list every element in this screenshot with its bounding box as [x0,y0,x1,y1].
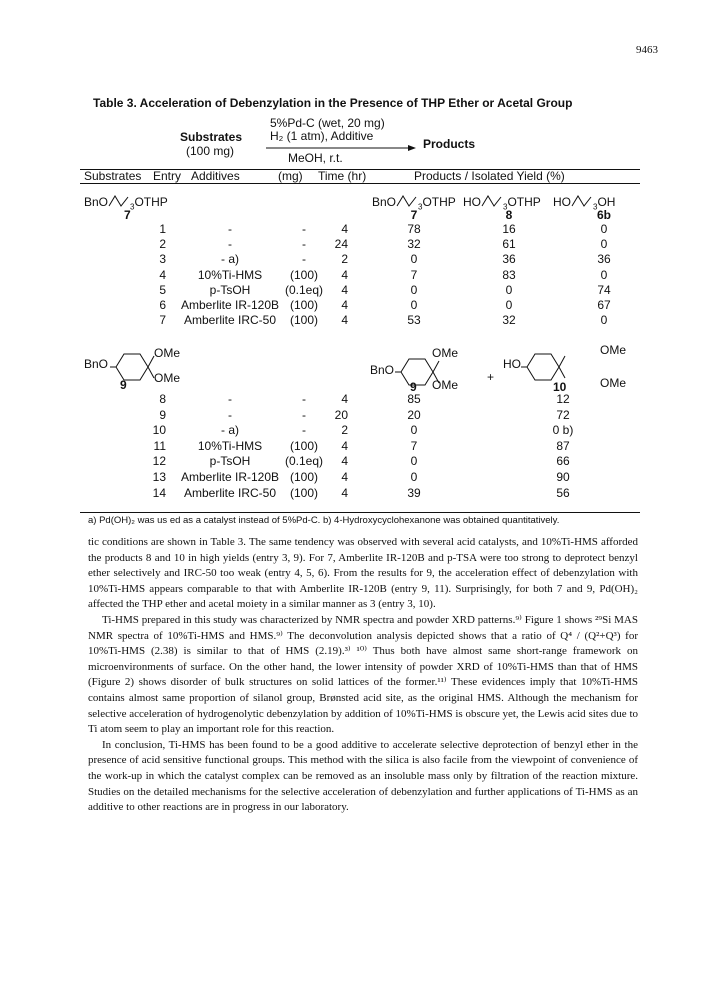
cell-yield-9: 0 [410,423,418,438]
table-footnote: a) Pd(OH)₂ was us ed as a catalyst instead of 5%Pd-C. b) 4-Hydroxycyclohexanone was obtained quantitatively. [88,515,560,526]
page-number: 9463 [636,44,658,56]
cell-yield-10: 72 [556,407,570,422]
cell-time: 4 [341,222,348,236]
cell-additive: Amberlite IRC-50 [183,485,277,500]
cell-additive: Amberlite IRC-50 [183,313,277,328]
cell-yield-7: 0 [410,252,418,267]
cell-additive: p-TsOH [209,282,251,297]
cell-yield-10: 90 [556,470,570,484]
cell-entry: 1 [159,222,166,236]
header-mg: (mg) [278,169,303,183]
cell-mg: - [302,392,306,406]
cell-yield-8: 16 [502,222,516,236]
cell-yield-6b: 0 [600,222,608,236]
scheme-solvent: MeOH, r.t. [288,151,343,165]
cell-mg: (100) [289,470,319,484]
paragraph-2: Ti-HMS prepared in this study was characterized by NMR spectra and powder XRD patterns.⁹⁾ Figure 1 shows ²⁹Si MAS NMR spectra of 10%Ti-HMS and HMS.⁹⁾ The deconvolution analysis depicted shows that a ratio of Q⁴ / (Q²+Q³) for 10%Ti-HMS (2.38) is similar to that of HMS (2.19).³⁾ ¹⁰⁾ Thus both have almost same short-range framework on microenvironments of surface. On the other hand, the lower intensity of powder XRD of 10%Ti-HMS than that of HMS (Figure 2) shows disorder of bulk structures on solid lattices of the former.¹¹⁾ These evidences imply that 10%Ti-HMS contains almost same proportion of silanol group, Brønsted acid site, as the original HMS. Although the mechanism for selective acceleration of hydrogenolytic debenzylation by addition of 10%Ti-HMS is obscure yet, the Lewis acid sites due to Ti atom seem to play an important role for this reaction. [88,613,638,736]
cell-entry: 13 [152,470,166,484]
cell-time: 4 [341,392,348,406]
chain-bond-icon [108,194,130,208]
cell-mg: (0.1eq) [284,454,324,469]
cell-time: 4 [341,485,348,500]
reaction-scheme [180,116,530,166]
cell-yield-7: 32 [407,237,421,252]
cell-time: 24 [334,237,348,252]
structure-10-ome-bottom: OMe [600,376,627,390]
cell-yield-7: 0 [410,282,418,297]
compound-9-label: 9 [120,378,127,392]
cell-yield-9: 85 [407,392,421,406]
chain-bond-icon [396,194,418,208]
structure-9-product-ome-top: OMe [432,346,459,360]
body-text [88,535,638,816]
structure-9-product-ome-bottom: OMe [432,378,459,392]
cell-mg: - [302,237,306,252]
scheme-catalyst: 5%Pd-C (wet, 20 mg) [270,116,385,130]
cell-yield-6b: 0 [600,237,608,252]
cell-additive: - a) [221,423,239,438]
cyclohexane-ring-icon [110,350,160,384]
structure-10-ho: HO [503,357,521,371]
plus-sign: + [487,370,495,384]
cell-yield-6b: 0 [600,313,608,328]
cell-additive: Amberlite IR-120B [180,298,280,312]
cell-mg: - [302,222,306,236]
cell-entry: 8 [159,392,166,406]
cell-yield-9: 0 [410,470,418,484]
cell-entry: 3 [159,252,166,267]
cell-yield-8: 36 [502,252,516,267]
cell-mg: (100) [289,267,319,282]
cell-yield-7: 0 [410,298,418,312]
cell-time: 4 [341,298,348,312]
scheme-conditions: H₂ (1 atm), Additive [270,129,374,143]
paragraph-1: tic conditions are shown in Table 3. The same tendency was observed with several acid catalysts, and 10%Ti-HMS afforded the products 8 and 10 in high yields (entry 3, 9). For 7, Amberlite IR-120B and p-TSA were too strong to deprotect benzyl ether selectively and IRC-50 too weak (entry 4, 5, 6). From the results for 9, the acceleration effect of debenzylation with 10%Ti-HMS appears comparable to that with Amberlite IR-120B (entry 9, 11). Surprisingly, for both 7 and 9, Pd(OH)₂ affected the THP ether and acetal moiety in a similar manner as 3 (entry 3, 10). [88,536,638,611]
cell-additive: 10%Ti-HMS [197,267,263,282]
cell-yield-6b: 0 [600,267,608,282]
compound-6b-label: 6b [596,208,612,222]
table-bottom-rule [80,512,640,513]
cell-entry: 9 [159,407,166,422]
cell-yield-7: 7 [410,267,418,282]
cell-entry: 6 [159,298,166,312]
cell-additive: - [228,222,232,236]
cell-yield-9: 7 [410,438,418,453]
cell-entry: 4 [159,267,166,282]
scheme-substrates-label: Substrates [180,130,243,144]
structure-6b: HO $_3$OH [553,195,616,212]
cell-yield-10: 66 [556,454,570,469]
cell-time: 20 [334,407,348,422]
compound-9-product-label: 9 [410,380,417,394]
cyclohexane-ring-icon [521,350,571,384]
cell-additive: - [228,237,232,252]
structure-9-bno: BnO [84,357,109,371]
cell-entry: 14 [152,485,166,500]
cell-entry: 5 [159,282,166,297]
header-substrates: Substrates [84,169,142,183]
cell-mg: - [302,423,306,438]
cell-additive: - [228,392,232,406]
cell-yield-9: 39 [407,485,421,500]
cell-yield-9: 0 [410,454,418,469]
structure-7-product: BnO $_3$OTHP [372,195,456,212]
cell-additive: - a) [221,252,239,267]
cell-mg: (100) [289,485,319,500]
cell-yield-7: 53 [407,313,421,328]
cell-mg: - [302,407,306,422]
cell-time: 4 [341,313,348,328]
cell-time: 4 [341,282,348,297]
cell-entry: 7 [159,313,166,328]
cell-yield-8: 0 [505,282,513,297]
compound-8-label: 8 [505,208,513,222]
cell-additive: Amberlite IR-120B [180,470,280,484]
cell-yield-10: 0 b) [552,423,574,438]
cell-yield-6b: 67 [597,298,611,312]
cell-yield-8: 61 [502,237,516,252]
compound-7-label: 7 [124,208,131,222]
cell-mg: (100) [289,313,319,328]
cell-yield-8: 83 [502,267,516,282]
cell-entry: 2 [159,237,166,252]
cell-time: 2 [341,252,348,267]
structure-9-ome-bottom: OMe [154,371,181,385]
chain-bond-icon [481,194,503,208]
cell-additive: 10%Ti-HMS [197,438,263,453]
cell-mg: - [302,252,306,267]
structure-9-ome-top: OMe [154,346,181,360]
structure-10-ome-top: OMe [600,343,627,357]
paragraph-3: In conclusion, Ti-HMS has been found to be a good additive to accelerate selective deprotection of benzyl ether in the presence of acid sensitive functional groups. This method with the silica is also facile from the viewpoint of convenience of the work-up in which the catalyst complex can be removed as an insoluble mass only by filtration of the reaction mixture. Studies on the detailed mechanisms for the selective acceleration of debenzylation and further applications of Ti-HMS as an additive to other reactions are in progress in our laboratory. [88,738,638,814]
header-time: Time (hr) [318,169,367,183]
cell-time: 4 [341,454,348,469]
scheme-substrates-amount: (100 mg) [186,144,235,158]
cell-entry: 12 [152,454,166,469]
header-additives: Additives [191,169,240,183]
cell-yield-8: 32 [502,313,516,328]
compound-7-product-label: 7 [410,208,418,222]
cell-mg: (0.1eq) [284,282,324,297]
cell-yield-9: 20 [407,407,421,422]
cell-mg: (100) [289,438,319,453]
cell-yield-6b: 74 [597,282,611,297]
table-header-rule [80,183,640,184]
cell-entry: 10 [152,423,166,438]
structure-8: HO $_3$OTHP [463,195,541,212]
cell-entry: 11 [153,438,166,453]
scheme-products-label: Products [423,137,476,151]
cell-yield-10: 12 [556,392,570,406]
cell-mg: (100) [289,298,319,312]
cell-additive: p-TsOH [209,454,251,469]
cell-yield-10: 56 [556,485,570,500]
table-caption: Table 3. Acceleration of Debenzylation in the Presence of THP Ether or Acetal Group [93,96,573,110]
header-products: Products / Isolated Yield (%) [414,169,565,183]
structure-9-product-bno: BnO [370,363,395,377]
cell-yield-7: 78 [407,222,421,236]
chain-bond-icon [571,194,593,208]
structure-7-substrate: BnO $_3$OTHP [84,195,168,212]
cell-time: 4 [341,470,348,484]
cell-yield-10: 87 [556,438,570,453]
cell-additive: - [228,407,232,422]
cell-yield-8: 0 [505,298,513,312]
cell-yield-6b: 36 [597,252,611,267]
cell-time: 4 [341,438,348,453]
cell-time: 4 [341,267,348,282]
header-entry: Entry [153,169,182,183]
cell-time: 2 [341,423,348,438]
compound-10-label: 10 [553,380,567,394]
